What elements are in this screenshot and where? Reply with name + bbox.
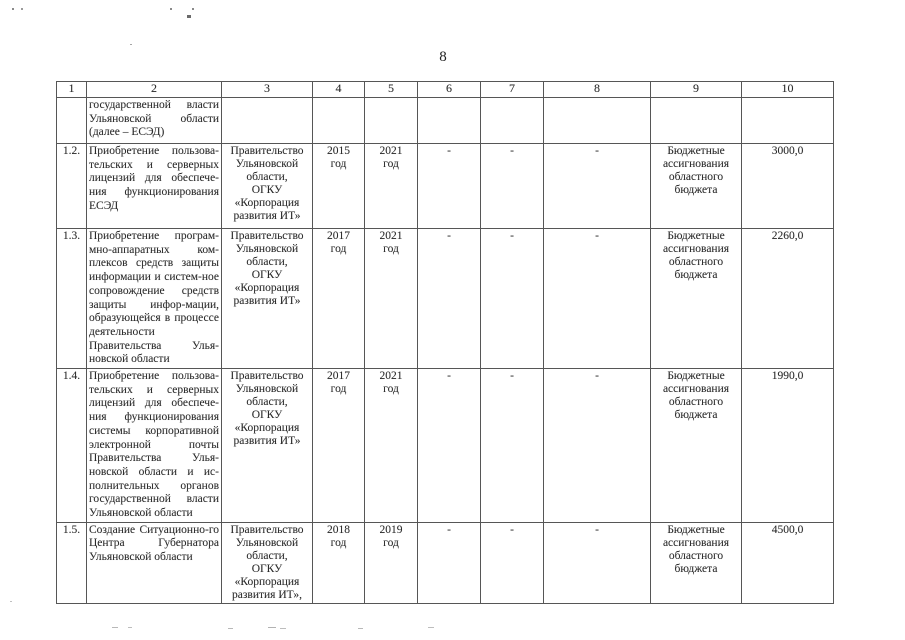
amount-cell: 3000,0 (742, 144, 834, 229)
measure-title-cell: Приобретение пользова-тельских и серверных лицензий для обеспече-ния функционирования ЕСЭД (87, 144, 222, 229)
start-year-cell: 2017 год (313, 369, 365, 523)
executor-cell: Правительство Ульяновской области, ОГКУ «Корпорация развития ИТ», (222, 522, 313, 603)
measure-title-cell: Создание Ситуационно-го Центра Губернатора Ульяновской области (87, 522, 222, 603)
funding-source-cell: Бюджетные ассигнования областного бюджета (651, 229, 742, 369)
col7-cell (481, 98, 544, 144)
executor-cell: Правительство Ульяновской области, ОГКУ «Корпорация развития ИТ» (222, 144, 313, 229)
executor-cell (222, 98, 313, 144)
end-year-cell: 2021 год (365, 369, 418, 523)
table-row (57, 369, 834, 523)
col8-cell (544, 98, 651, 144)
start-year-cell (313, 98, 365, 144)
scan-artifact (21, 8, 23, 10)
start-year-cell: 2018 год (313, 522, 365, 603)
scan-artifact (192, 8, 194, 10)
col8-cell: - (544, 229, 651, 369)
measure-title-cell: Приобретение програм-мно-аппаратных ком-плексов средств защиты информации и систем-ное сопровождение средств защиты инфор-мации, образующейся в процессе деятельности Правительства Улья-новской области (87, 229, 222, 369)
col6-cell: - (418, 229, 481, 369)
end-year-cell: 2019 год (365, 522, 418, 603)
page-number: 8 (439, 49, 447, 65)
scan-artifact (170, 8, 172, 10)
measure-title-cell: Приобретение пользова-тельских и серверных лицензий для обеспече-ния функционирования системы корпоративной электронной почты Правительства Улья-новской области и ис-полнительных органов государственной власти Ульяновской области (87, 369, 222, 523)
table-row (57, 229, 834, 369)
scan-artifact (128, 627, 132, 628)
column-number-header: 3 (222, 82, 313, 98)
funding-source-cell: Бюджетные ассигнования областного бюджета (651, 144, 742, 229)
scan-artifact (187, 15, 191, 18)
row-number-cell: 1.3. (57, 229, 87, 369)
col8-cell: - (544, 369, 651, 523)
table-row (57, 522, 834, 603)
start-year-cell: 2015 год (313, 144, 365, 229)
executor-cell: Правительство Ульяновской области, ОГКУ «Корпорация развития ИТ» (222, 229, 313, 369)
table-row (57, 144, 834, 229)
col6-cell: - (418, 144, 481, 229)
col6-cell (418, 98, 481, 144)
table-row (57, 98, 834, 144)
col8-cell: - (544, 144, 651, 229)
start-year-cell: 2017 год (313, 229, 365, 369)
scan-artifact (280, 628, 286, 629)
col6-cell: - (418, 369, 481, 523)
measure-title-cell: государственной власти Ульяновской области (далее – ЕСЭД) (87, 98, 222, 144)
col7-cell: - (481, 369, 544, 523)
column-number-header: 8 (544, 82, 651, 98)
scan-artifact (228, 628, 233, 629)
end-year-cell: 2021 год (365, 144, 418, 229)
column-number-header: 2 (87, 82, 222, 98)
scan-artifact (10, 601, 12, 602)
funding-source-cell: Бюджетные ассигнования областного бюджета (651, 522, 742, 603)
column-numbers-row (57, 82, 834, 98)
column-number-header: 6 (418, 82, 481, 98)
funding-source-cell: Бюджетные ассигнования областного бюджета (651, 369, 742, 523)
col7-cell: - (481, 144, 544, 229)
column-number-header: 10 (742, 82, 834, 98)
col8-cell: - (544, 522, 651, 603)
column-number-header: 5 (365, 82, 418, 98)
column-number-header: 9 (651, 82, 742, 98)
col7-cell: - (481, 229, 544, 369)
scan-artifact (428, 627, 434, 628)
row-number-cell (57, 98, 87, 144)
funding-source-cell (651, 98, 742, 144)
scan-artifact (112, 627, 118, 628)
column-number-header: 4 (313, 82, 365, 98)
row-number-cell: 1.4. (57, 369, 87, 523)
amount-cell: 4500,0 (742, 522, 834, 603)
scan-artifact (130, 44, 132, 45)
col7-cell: - (481, 522, 544, 603)
amount-cell: 1990,0 (742, 369, 834, 523)
row-number-cell: 1.5. (57, 522, 87, 603)
amount-cell: 2260,0 (742, 229, 834, 369)
end-year-cell: 2021 год (365, 229, 418, 369)
scan-artifact (12, 8, 14, 10)
scan-artifact (358, 628, 363, 629)
col6-cell: - (418, 522, 481, 603)
row-number-cell: 1.2. (57, 144, 87, 229)
column-number-header: 7 (481, 82, 544, 98)
program-measures-table (56, 81, 834, 604)
end-year-cell (365, 98, 418, 144)
column-number-header: 1 (57, 82, 87, 98)
amount-cell (742, 98, 834, 144)
executor-cell: Правительство Ульяновской области, ОГКУ «Корпорация развития ИТ» (222, 369, 313, 523)
scan-artifact (268, 627, 276, 628)
